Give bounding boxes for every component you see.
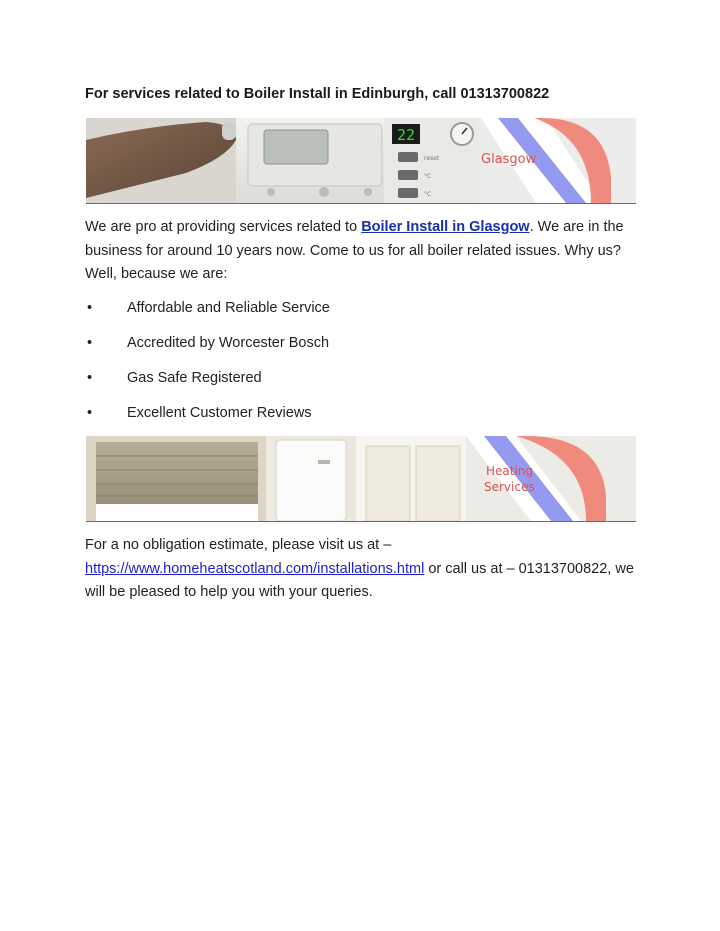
list-item-text: Gas Safe Registered bbox=[127, 370, 262, 386]
closing-text-after: or call us at – 01313700822, we will be pleased to help you with your queries. bbox=[85, 560, 634, 600]
reset-label: reset bbox=[424, 155, 440, 162]
list-item-text: Excellent Customer Reviews bbox=[127, 405, 312, 421]
boiler-install-glasgow-link[interactable]: Boiler Install in Glasgow bbox=[361, 219, 530, 235]
list-item-text: Accredited by Worcester Bosch bbox=[127, 335, 330, 351]
closing-text-before: For a no obligation estimate, please visit us at – bbox=[85, 537, 392, 553]
boiler-display-readout: 22 bbox=[396, 126, 416, 144]
bullet-icon: • bbox=[87, 300, 93, 316]
intro-text-before: We are pro at providing services related to bbox=[85, 219, 362, 235]
services-overlay-text: Services bbox=[484, 480, 535, 494]
intro-text-after: . We are in the business for around 10 years now. Come to us for all boiler related issues. Why us? Well, because we are: bbox=[85, 219, 624, 282]
installations-url-link[interactable]: https://www.homeheatscotland.com/installations.html bbox=[85, 560, 425, 577]
temp-label-1: °C bbox=[424, 173, 432, 180]
boiler-panel-banner-image bbox=[86, 118, 636, 204]
heating-overlay-text: Heating bbox=[486, 464, 534, 478]
heating-services-banner-image bbox=[86, 436, 636, 522]
bullet-icon: • bbox=[87, 370, 93, 386]
temp-label-2: °C bbox=[424, 191, 432, 198]
intro-paragraph bbox=[85, 216, 645, 287]
list-item-text: Affordable and Reliable Service bbox=[127, 300, 330, 316]
glasgow-overlay-text: Glasgow bbox=[481, 152, 537, 167]
bullet-icon: • bbox=[87, 405, 93, 421]
bullet-icon: • bbox=[87, 335, 93, 351]
closing-paragraph bbox=[85, 534, 645, 605]
page-heading: For services related to Boiler Install in Edinburgh, call 01313700822 bbox=[85, 86, 550, 102]
